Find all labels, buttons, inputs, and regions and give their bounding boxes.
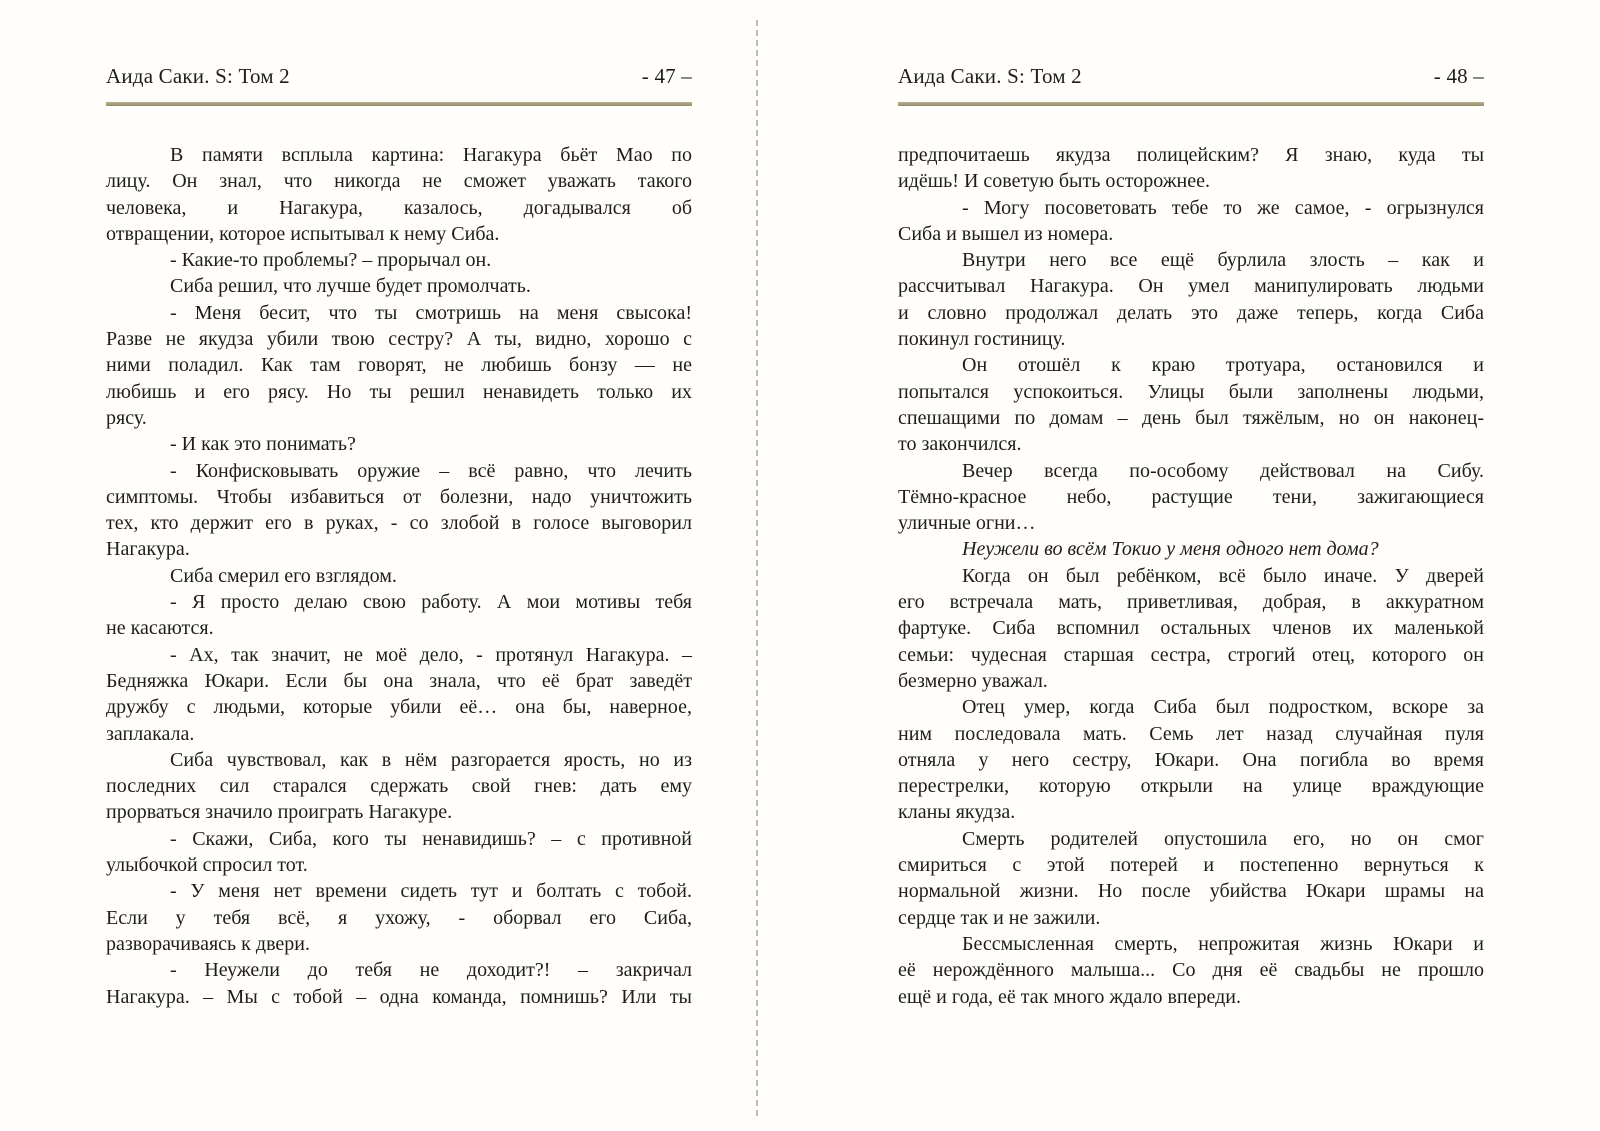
page-header-left (106, 0, 692, 88)
text-line: Смерть родителей опустошила его, но он смог (962, 827, 1484, 850)
text-line: Он отошёл к краю тротуара, остановился и (962, 354, 1484, 377)
text-line: дружбу с людьми, которые убили её… она бы, наверное, (106, 696, 692, 719)
text-line: ним последовала мать. Семь лет назад случайная пуля (898, 722, 1484, 745)
text-line: Внутри него все ещё бурлила злость – как и (962, 249, 1484, 272)
text-line: её нерождённого малыша... Со дня её свадьбы не прошло (898, 959, 1484, 982)
text-line: Неужели во всём Токио у меня одного нет дома? (962, 538, 1379, 561)
page-header-right (898, 0, 1484, 88)
header-rule (898, 102, 1484, 106)
text-line: - У меня нет времени сидеть тут и болтать с тобой. (170, 880, 692, 903)
text-line: спешащими по домам – день был тяжёлым, но он наконец- (898, 406, 1484, 429)
text-line: перестрелки, которую открыли на улице враждующие (898, 775, 1484, 798)
text-line: рассчитывал Нагакура. Он умел манипулировать людьми (898, 275, 1484, 298)
text-line: Сиба смерил его взглядом. (170, 564, 397, 587)
text-line: идёшь! И советую быть осторожнее. (898, 170, 1210, 193)
text-line: сердце так и не зажили. (898, 906, 1101, 929)
text-line: уличные огни… (898, 512, 1036, 535)
text-line: Сиба чувствовал, как в нём разгорается ярость, но из (170, 748, 692, 771)
text-line: - Ах, так значит, не моё дело, - протянул Нагакура. – (170, 643, 692, 666)
text-line: Сиба решил, что лучше будет промолчать. (170, 275, 531, 298)
page-number: - 47 – (641, 64, 692, 88)
page-body-right (898, 142, 1484, 1010)
text-line: Нагакура. (106, 538, 190, 561)
text-line: рясу. (106, 406, 147, 429)
text-line: - Меня бесит, что ты смотришь на меня свысока! (170, 301, 692, 324)
text-line: - Я просто делаю свою работу. А мои мотивы тебя (170, 591, 692, 614)
text-line: Бессмысленная смерть, непрожитая жизнь Юкари и (962, 932, 1484, 955)
page-number: - 48 – (1433, 64, 1484, 88)
text-line: смириться с этой потерей и постепенно вернуться к (898, 854, 1484, 877)
text-line: безмерно уважал. (898, 669, 1048, 692)
text-line: улыбочкой спросил тот. (106, 854, 308, 877)
page-left (106, 0, 692, 1010)
text-line: Когда он был ребёнком, всё было иначе. У дверей (962, 564, 1484, 587)
text-line: Отец умер, когда Сиба был подростком, вскоре за (962, 696, 1484, 719)
text-line: фартуке. Сиба вспомнил остальных членов их маленькой (898, 617, 1484, 640)
text-line: В памяти всплыла картина: Нагакура бьёт Мао по (170, 144, 692, 166)
text-line: отняла у него сестру, Юкари. Она погибла во время (898, 748, 1484, 771)
text-line: Бедняжка Юкари. Если бы она знала, что её брат заведёт (106, 669, 692, 692)
text-line: и словно продолжал делать это даже теперь, когда Сиба (898, 301, 1484, 324)
text-line: последних сил старался сдержать свой гнев: дать ему (106, 775, 692, 798)
text-line: Если у тебя всё, я ухожу, - оборвал его Сиба, (106, 906, 692, 929)
page-body-left (106, 142, 692, 1010)
text-line: Тёмно-красное небо, растущие тени, зажигающиеся (898, 485, 1484, 508)
text-line: разворачиваясь к двери. (106, 932, 310, 955)
text-line: нормальной жизни. Но после убийства Юкари шрамы на (898, 880, 1484, 903)
running-header-title: Аида Саки. S: Том 2 (898, 64, 1082, 88)
gutter-divider (756, 20, 758, 1116)
text-line: отвращении, которое испытывал к нему Сиба. (106, 222, 500, 245)
text-line: семьи: чудесная старшая сестра, строгий отец, которого он (898, 643, 1484, 666)
text-line: Нагакура. – Мы с тобой – одна команда, помнишь? Или ты (106, 985, 692, 1008)
text-line: лицу. Он знал, что никогда не сможет уважать такого (106, 170, 692, 193)
header-rule (106, 102, 692, 106)
text-line: тех, кто держит его в руках, - со злобой в голосе выговорил (106, 512, 692, 535)
text-line: то закончился. (898, 433, 1022, 456)
text-line: любишь и его рясу. Но ты решил ненавидеть только их (106, 380, 692, 403)
text-line: ещё и года, её так много ждало впереди. (898, 985, 1241, 1008)
text-line: его встречала мать, приветливая, добрая, в аккуратном (898, 591, 1484, 614)
text-line: кланы якудза. (898, 801, 1016, 824)
text-line: не касаются. (106, 617, 214, 640)
text-line: - И как это понимать? (170, 433, 356, 456)
text-line: - Какие-то проблемы? – прорычал он. (170, 249, 492, 272)
running-header-title: Аида Саки. S: Том 2 (106, 64, 290, 88)
text-line: симптомы. Чтобы избавиться от болезни, надо уничтожить (106, 485, 692, 508)
text-line: заплакала. (106, 722, 195, 745)
text-line: попытался успокоиться. Улицы были заполнены людьми, (898, 380, 1484, 403)
text-line: Вечер всегда по-особому действовал на Сибу. (962, 459, 1484, 482)
text-line: Сиба и вышел из номера. (898, 222, 1114, 245)
page-right (898, 0, 1484, 1010)
text-line: прорваться значило проиграть Нагакуре. (106, 801, 453, 824)
text-line: Разве не якудза убили твою сестру? А ты, видно, хорошо с (106, 328, 692, 351)
text-line: - Конфисковывать оружие – всё равно, что лечить (170, 459, 692, 482)
text-line: покинул гостиницу. (898, 328, 1066, 351)
text-line: человека, и Нагакура, казалось, догадывался об (106, 196, 692, 219)
text-line: ними поладил. Как там говорят, не любишь бонзу — не (106, 354, 692, 377)
text-line: предпочитаешь якудза полицейским? Я знаю, куда ты (898, 144, 1484, 166)
text-line: - Могу посоветовать тебе то же самое, - огрызнулся (962, 196, 1484, 219)
text-line: - Скажи, Сиба, кого ты ненавидишь? – с противной (170, 827, 692, 850)
text-line: - Неужели до тебя не доходит?! – закричал (170, 959, 692, 982)
